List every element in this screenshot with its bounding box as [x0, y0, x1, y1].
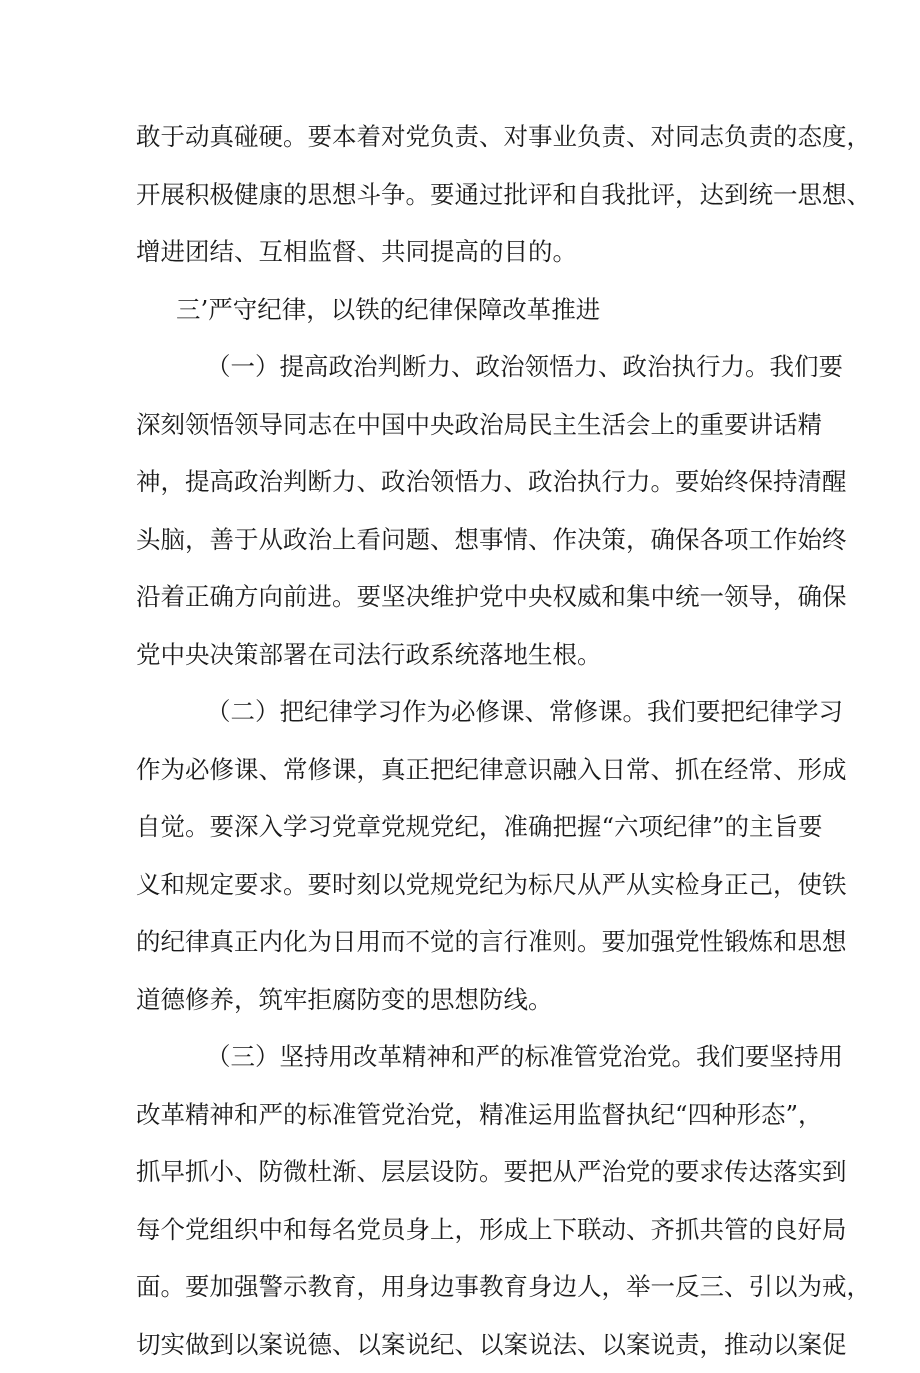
- text-line: 抓早抓小、防微杜渐、层层设防。要把从严治党的要求传达落实到: [136, 1143, 796, 1201]
- text-line: 增进团结、互相监督、共同提高的目的。: [136, 223, 796, 281]
- text-line: 党中央决策部署在司法行政系统落地生根。: [136, 626, 796, 684]
- text-line: 作为必修课、常修课，真正把纪律意识融入日常、抓在经常、形成: [136, 741, 796, 799]
- text-line: 神，提高政治判断力、政治领悟力、政治执行力。要始终保持清醒: [136, 453, 796, 511]
- text-line: 道德修养，筑牢拒腐防变的思想防线。: [136, 971, 796, 1029]
- text-line: 义和规定要求。要时刻以党规党纪为标尺从严从实检身正己，使铁: [136, 856, 796, 914]
- text-line: 开展积极健康的思想斗争。要通过批评和自我批评，达到统一思想、: [136, 166, 796, 224]
- text-line: 切实做到以案说德、以案说纪、以案说法、以案说责，推动以案促: [136, 1316, 796, 1373]
- subsection-first-line: （一）提高政治判断力、政治领悟力、政治执行力。我们要: [136, 338, 796, 396]
- subsection-first-line: （二）把纪律学习作为必修课、常修课。我们要把纪律学习: [136, 683, 796, 741]
- text-line: 深刻领悟领导同志在中国中央政治局民主生活会上的重要讲话精: [136, 396, 796, 454]
- text-line: 改革精神和严的标准管党治党，精准运用监督执纪“四种形态”，: [136, 1086, 796, 1144]
- document-body: [136, 108, 796, 1373]
- text-line: 沿着正确方向前进。要坚决维护党中央权威和集中统一领导，确保: [136, 568, 796, 626]
- text-line: 自觉。要深入学习党章党规党纪，准确把握“六项纪律”的主旨要: [136, 798, 796, 856]
- section-heading: 三’严守纪律，以铁的纪律保障改革推进: [136, 281, 796, 339]
- text-line: 的纪律真正内化为日用而不觉的言行准则。要加强党性锻炼和思想: [136, 913, 796, 971]
- text-line: 每个党组织中和每名党员身上，形成上下联动、齐抓共管的良好局: [136, 1201, 796, 1259]
- text-line: 面。要加强警示教育，用身边事教育身边人，举一反三、引以为戒，: [136, 1258, 796, 1316]
- text-line: 敢于动真碰硬。要本着对党负责、对事业负责、对同志负责的态度，: [136, 108, 796, 166]
- subsection-first-line: （三）坚持用改革精神和严的标准管党治党。我们要坚持用: [136, 1028, 796, 1086]
- text-line: 头脑，善于从政治上看问题、想事情、作决策，确保各项工作始终: [136, 511, 796, 569]
